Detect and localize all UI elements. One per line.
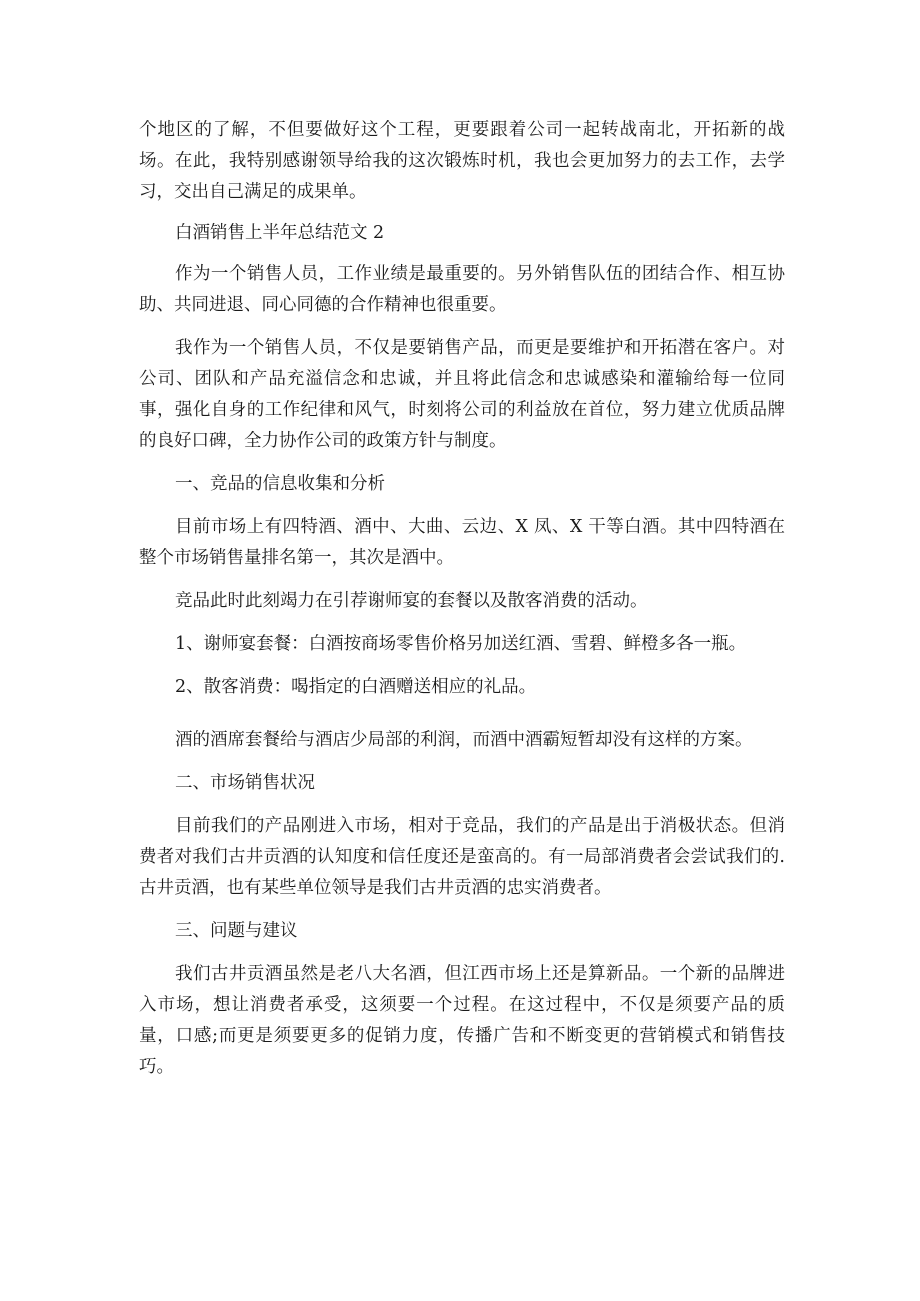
document-title: 白酒销售上半年总结范文 2 bbox=[175, 223, 385, 243]
list-item-retail: 2、散客消费：喝指定的白酒赠送相应的礼品。 bbox=[175, 677, 537, 697]
paragraph-continued: 个地区的了解，不但要做好这个工程，更要跟着公司一起转战南北，开拓新的战场。在此，我特别感谢领导给我的这次锻炼时机，我也会更加努力的去工作，去学习，交出自己满足的成果单。 bbox=[139, 120, 785, 202]
section-heading-issues: 三、问题与建议 bbox=[175, 921, 298, 941]
section-heading-competitors: 一、竞品的信息收集和分析 bbox=[175, 474, 385, 494]
paragraph-competitor-activity: 竞品此时此刻竭力在引荐谢师宴的套餐以及散客消费的活动。 bbox=[175, 591, 648, 611]
paragraph-suggestions: 我们古井贡酒虽然是老八大名酒，但江西市场上还是算新品。一个新的品牌进入市场，想让消费者承受，这须要一个过程。在这过程中，不仅是须要产品的质量，口感;而更是须要更多的促销力度，传播广告和不断变更的营销模式和销售技巧。 bbox=[139, 964, 785, 1077]
paragraph-market-status: 目前我们的产品刚进入市场，相对于竞品，我们的产品是出于消极状态。但消费者对我们古井贡酒的认知度和信任度还是蛮高的。有一局部消费者会尝试我们的. 古井贡酒，也有某些单位领导是我们古井贡酒的忠实消费者。 bbox=[139, 816, 785, 898]
section-heading-market: 二、市场销售状况 bbox=[175, 773, 315, 793]
document-body bbox=[139, 115, 785, 1083]
paragraph-intro: 作为一个销售人员，工作业绩是最重要的。另外销售队伍的团结合作、相互协助、共同进退、同心同德的合作精神也很重要。 bbox=[139, 264, 785, 315]
paragraph-role: 我作为一个销售人员，不仅是要销售产品，而更是要维护和开拓潜在客户。对公司、团队和产品充溢信念和忠诚，并且将此信念和忠诚感染和灌输给每一位同事，强化自身的工作纪律和风气，时刻将公司的利益放在首位，努力建立优质品牌的良好口碑，全力协作公司的政策方针与制度。 bbox=[139, 338, 785, 451]
list-item-banquet: 1、谢师宴套餐：白酒按商场零售价格另加送红酒、雪碧、鲜橙多各一瓶。 bbox=[175, 634, 747, 654]
paragraph-market-products: 目前市场上有四特酒、酒中、大曲、云边、X 凤、X 干等白酒。其中四特酒在整个市场销售量排名第一，其次是酒中。 bbox=[139, 517, 785, 568]
paragraph-banquet-profit: 酒的酒席套餐给与酒店少局部的利润，而酒中酒霸短暂却没有这样的方案。 bbox=[175, 730, 753, 750]
